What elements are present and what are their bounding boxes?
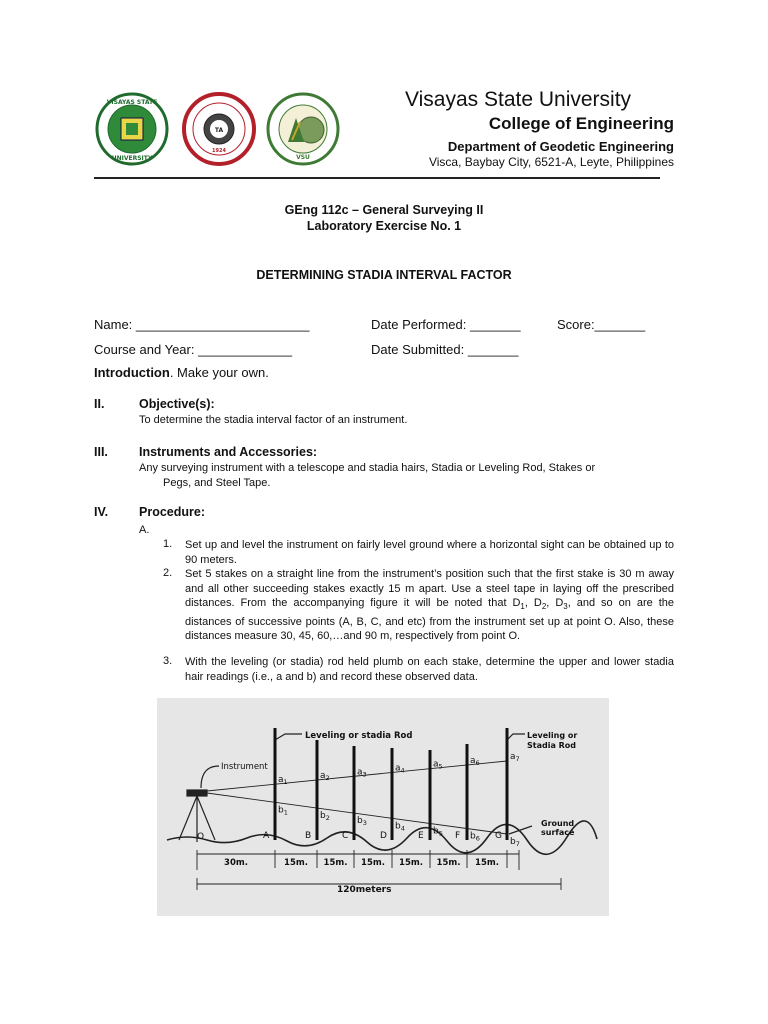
course-year-label: Course and Year: bbox=[94, 342, 195, 357]
step-2-text: Set 5 stakes on a straight line from the instrument’s position such that the first stake is 30 m away and all other succeeding stakes exactly 15 m apart. Use a steel tape in laying off the prescribed distances. From the accompanying figure it will be noted that $D_1$, $D_2$, $D_3$, and so on are the distances of successive points (A, B, C, and etc) from the instrument set up at point O. Also, these distances measure 30, 45, 60,…and 90 m, respectively from point O. bbox=[185, 568, 674, 643]
step-3-number: 3. bbox=[163, 655, 173, 667]
name-blank: ________________________ bbox=[135, 317, 310, 332]
upper-reading-5: $a_5$ bbox=[433, 759, 443, 771]
rod-label-right-1: Leveling or bbox=[527, 731, 578, 740]
course-year-blank: _____________ bbox=[198, 342, 293, 357]
upper-reading-2: $a_2$ bbox=[320, 771, 330, 782]
instruments-text-line2: Pegs, and Steel Tape. bbox=[163, 477, 271, 489]
lower-reading-5: $b_5$ bbox=[433, 826, 443, 838]
distance-label-6: 15m. bbox=[436, 858, 461, 868]
name-field[interactable] bbox=[94, 317, 309, 332]
exercise-title: Laboratory Exercise No. 1 bbox=[306, 219, 462, 233]
date-performed-label: Date Performed: bbox=[371, 317, 467, 332]
date-performed-field[interactable] bbox=[371, 317, 521, 332]
step-3-text: With the leveling (or stadia) rod held plumb on each stake, determine the upper and lower stadia hair readings (i.e., a and b) and record these observed data. bbox=[185, 656, 674, 683]
distance-label-1: 30m. bbox=[224, 858, 248, 868]
department-name: Department of Geodetic Engineering bbox=[447, 139, 674, 154]
introduction-label: Introduction bbox=[94, 365, 170, 380]
college-name: College of Engineering bbox=[488, 114, 674, 133]
ground-label-2: surface bbox=[541, 828, 575, 837]
instruments-text-line1: Any surveying instrument with a telescope and stadia hairs, Stadia or Leveling Rod, Stakes or bbox=[139, 462, 596, 474]
vsu-seal-logo bbox=[95, 92, 169, 166]
point-label-f: F bbox=[455, 831, 461, 841]
svg-text:UNIVERSITY: UNIVERSITY bbox=[111, 155, 153, 162]
date-submitted-label: Date Submitted: bbox=[371, 342, 465, 357]
procedure-title: Procedure: bbox=[139, 505, 205, 519]
course-year-field[interactable] bbox=[94, 342, 292, 357]
svg-text:TA: TA bbox=[214, 127, 224, 134]
distance-label-7: 15m. bbox=[475, 858, 499, 868]
date-submitted-blank: _______ bbox=[467, 342, 519, 357]
point-label-c: C bbox=[342, 831, 349, 841]
university-address: Visca, Baybay City, 6521-A, Leyte, Philippines bbox=[428, 155, 674, 169]
header-divider bbox=[94, 177, 660, 179]
coe-seal-logo bbox=[182, 92, 256, 166]
course-title: GEng 112c – General Surveying II bbox=[284, 203, 484, 217]
lower-reading-4: $b_4$ bbox=[395, 821, 405, 833]
introduction bbox=[94, 365, 269, 380]
lower-reading-2: $b_2$ bbox=[320, 811, 330, 823]
point-label-a: A bbox=[263, 831, 270, 841]
name-label: Name: bbox=[94, 317, 133, 332]
total-distance-label: 120meters bbox=[337, 885, 392, 895]
rod-label-right-2: Stadia Rod bbox=[527, 741, 577, 750]
lower-reading-7: $b_7$ bbox=[510, 837, 520, 849]
point-label-b: B bbox=[305, 831, 312, 841]
svg-text:VISAYAS STATE: VISAYAS STATE bbox=[106, 99, 158, 106]
upper-reading-4: $a_4$ bbox=[395, 763, 405, 775]
rod-label: Leveling or stadia Rod bbox=[305, 731, 413, 741]
step-2-text-b: , and so on are the distances of successive points (A, B, C, and etc) from the instrument set up at point O. Also, these distances measure 30, 45, 60,…and 90 m, respectively from point O. bbox=[185, 597, 674, 643]
instrument-label: Instrument bbox=[221, 762, 268, 772]
ground-label-1: Ground bbox=[541, 819, 575, 828]
point-label-e: E bbox=[418, 831, 424, 841]
distance-label-4: 15m. bbox=[361, 858, 385, 868]
point-label-d: D bbox=[380, 831, 387, 841]
score-blank: _______ bbox=[594, 317, 646, 332]
university-name: Visayas State University bbox=[405, 88, 632, 111]
lower-reading-1: $b_1$ bbox=[278, 805, 288, 817]
date-submitted-field[interactable] bbox=[371, 342, 518, 357]
instruments-number: III. bbox=[94, 445, 108, 459]
distance-label-5: 15m. bbox=[399, 858, 423, 868]
objectives-text: To determine the stadia interval factor of an instrument. bbox=[139, 414, 408, 426]
upper-reading-3: $a_3$ bbox=[357, 767, 367, 779]
distance-label-2: 15m. bbox=[284, 858, 308, 868]
svg-text:VSU: VSU bbox=[296, 154, 310, 161]
svg-text:1924: 1924 bbox=[212, 148, 226, 154]
lower-reading-3: $b_3$ bbox=[357, 816, 367, 828]
stadia-figure bbox=[157, 698, 609, 916]
step-2-number: 2. bbox=[163, 567, 173, 579]
score-label: Score: bbox=[557, 317, 595, 332]
score-field[interactable] bbox=[557, 317, 645, 332]
objectives-title: Objective(s): bbox=[139, 397, 215, 411]
procedure-part-label: A. bbox=[139, 524, 150, 536]
instrument-body bbox=[187, 790, 207, 796]
instruments-title: Instruments and Accessories: bbox=[139, 445, 318, 459]
upper-reading-7: $a_7$ bbox=[510, 752, 520, 763]
step-1-text: Set up and level the instrument on fairly level ground where a horizontal sight can be obtained up to 90 meters. bbox=[185, 539, 674, 566]
lower-reading-6: $b_6$ bbox=[470, 831, 480, 843]
activity-title: DETERMINING STADIA INTERVAL FACTOR bbox=[256, 268, 512, 282]
step-1-number: 1. bbox=[163, 538, 173, 550]
introduction-text: . Make your own. bbox=[169, 365, 269, 380]
dge-seal-logo bbox=[266, 92, 340, 166]
upper-reading-1: $a_1$ bbox=[278, 775, 288, 787]
point-label-g: G bbox=[495, 831, 502, 841]
distance-label-3: 15m. bbox=[323, 858, 348, 868]
objectives-number: II. bbox=[94, 397, 105, 411]
date-performed-blank: _______ bbox=[470, 317, 521, 332]
step-2-text-a: Set 5 stakes on a straight line from the instrument’s position such that the first stake is 30 m away and all other succeeding stakes exactly 15 m apart. Use a steel tape in laying off the prescribed distances. From the accompanying figure it will be noted that D bbox=[185, 568, 674, 609]
procedure-number: IV. bbox=[94, 505, 109, 519]
upper-reading-6: $a_6$ bbox=[470, 756, 480, 767]
origin-label: O bbox=[197, 832, 205, 842]
